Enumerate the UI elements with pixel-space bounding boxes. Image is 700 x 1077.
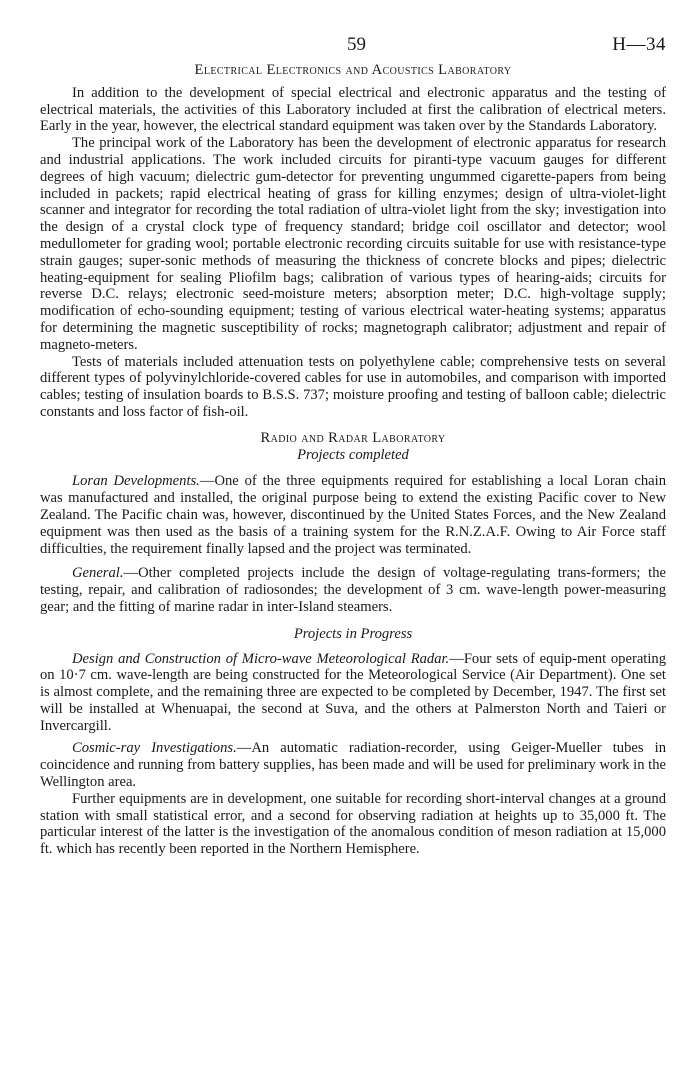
page-code: H—34 xyxy=(612,34,666,55)
paragraph-text: —Other completed projects include the design of voltage-regulating trans-formers; the testing, repair, and calibration of radiosondes; the development of 3 cm. wave-length power-measuring gear; and the fitting of marine radar in inter-Island steamers. xyxy=(40,565,666,615)
paragraph-further: Further equipments are in development, one suitable for recording short-interval changes at a ground station with small statistical error, and a second for observing radiation at heights up to 35,000 ft. The particular interest of the latter is the investigation of the anomalous condition of meson radiation at 15,000 ft. which has recently been reported in the Northern Hemisphere. xyxy=(40,790,666,858)
paragraph-design xyxy=(40,651,666,735)
paragraph-text: —An automatic radiation-recorder, using Geiger-Mueller tubes in coincidence and running from battery supplies, has been made and will be used for preliminary work in the Wellington area. xyxy=(40,740,666,791)
run-in-title: Cosmic-ray Investigations. xyxy=(72,740,237,757)
paragraph-cosmic xyxy=(40,740,666,790)
paragraph-text: —One of the three equipments required for establishing a local Loran chain was manufactured and installed, the original purpose being to extend the existing Pacific cover to New Zealand. The Pacific chain was, however, discontinued by the United States Forces, and the New Zealand equipment was then used as the basis of a training system for the R.N.Z.A.F. Owing to Air Force staff difficulties, the requirement finally lapsed and the project was terminated. xyxy=(40,473,666,557)
page-content xyxy=(40,62,666,858)
paragraph: In addition to the development of special electrical and electronic apparatus and the testing of electrical materials, the activities of this Laboratory included at first the calibration of electrical meters. Early in the year, however, the electrical standard equipment was taken over by the Standards Laboratory. xyxy=(40,84,666,135)
paragraph-general xyxy=(40,565,666,615)
paragraph: Tests of materials included attenuation tests on polyethylene cable; comprehensive tests on several different types of polyvinylchloride-covered cables for use in automobiles, and comparison with imported cables; testing of insulation boards to B.S.S. 737; moisture proofing and testing of balloon cable; dielectric constants and loss factor of fish-oil. xyxy=(40,353,666,420)
run-in-title: Loran Developments. xyxy=(72,473,200,490)
section-heading-radio: Radio and Radar Laboratory xyxy=(260,429,446,446)
page-number: 59 xyxy=(347,34,366,55)
section-heading-electrical: Electrical Electronics and Acoustics Laboratory xyxy=(194,62,512,78)
paragraph-text: —Four sets of equip-ment operating on 10·7 cm. wave-length are being constructed for the Meteorological Service (Air Department). One set is almost complete, and the remaining three are expected to be completed by December, 1947. The first set will be installed at Whenuapai, the second at Suva, and the others at Palmerston North and Taieri or Invercargill. xyxy=(40,650,666,734)
run-in-title: General. xyxy=(72,565,124,582)
paragraph: The principal work of the Laboratory has been the development of electronic apparatus for research and industrial applications. The work included circuits for piranti-type vacuum gauges for different degrees of high vacuum; dielectric gum-detector for preventing ungummed cigarette-papers from being included in packets; rapid electrical heating of grass for killing enzymes; design of ultra-violet-light scanner and integrator for recording the total radiation of ultra-violet light from the sky; investigation into the design of a crystal clock type of frequency standard; bridge coil oscillator and detector; wool medullometer for grading wool; portable electronic recording circuits suitable for use with resistance-type strain gauges; super-sonic methods of measuring the thickness of concrete blocks and pipes; dielectric heating-equipment for sealing Pliofilm bags; calibration of various types of hearing-aids; circuits for reverse D.C. relays; electronic seed-moisture meters; absorption meter; D.C. high-voltage supply; modification of echo-sounding equipment; testing of various electrical water-heating systems; apparatus for determining the magnetic susceptibility of rocks; magnetograph calibrator; adjustment and repair of magneto-meters. xyxy=(40,135,666,353)
subheading-projects-in-progress: Projects in Progress xyxy=(293,625,413,642)
subheading-projects-completed: Projects completed xyxy=(297,446,409,463)
paragraph-loran xyxy=(40,473,666,557)
page-header xyxy=(0,34,700,58)
run-in-title: Design and Construction of Micro-wave Meteorological Radar. xyxy=(72,650,450,667)
